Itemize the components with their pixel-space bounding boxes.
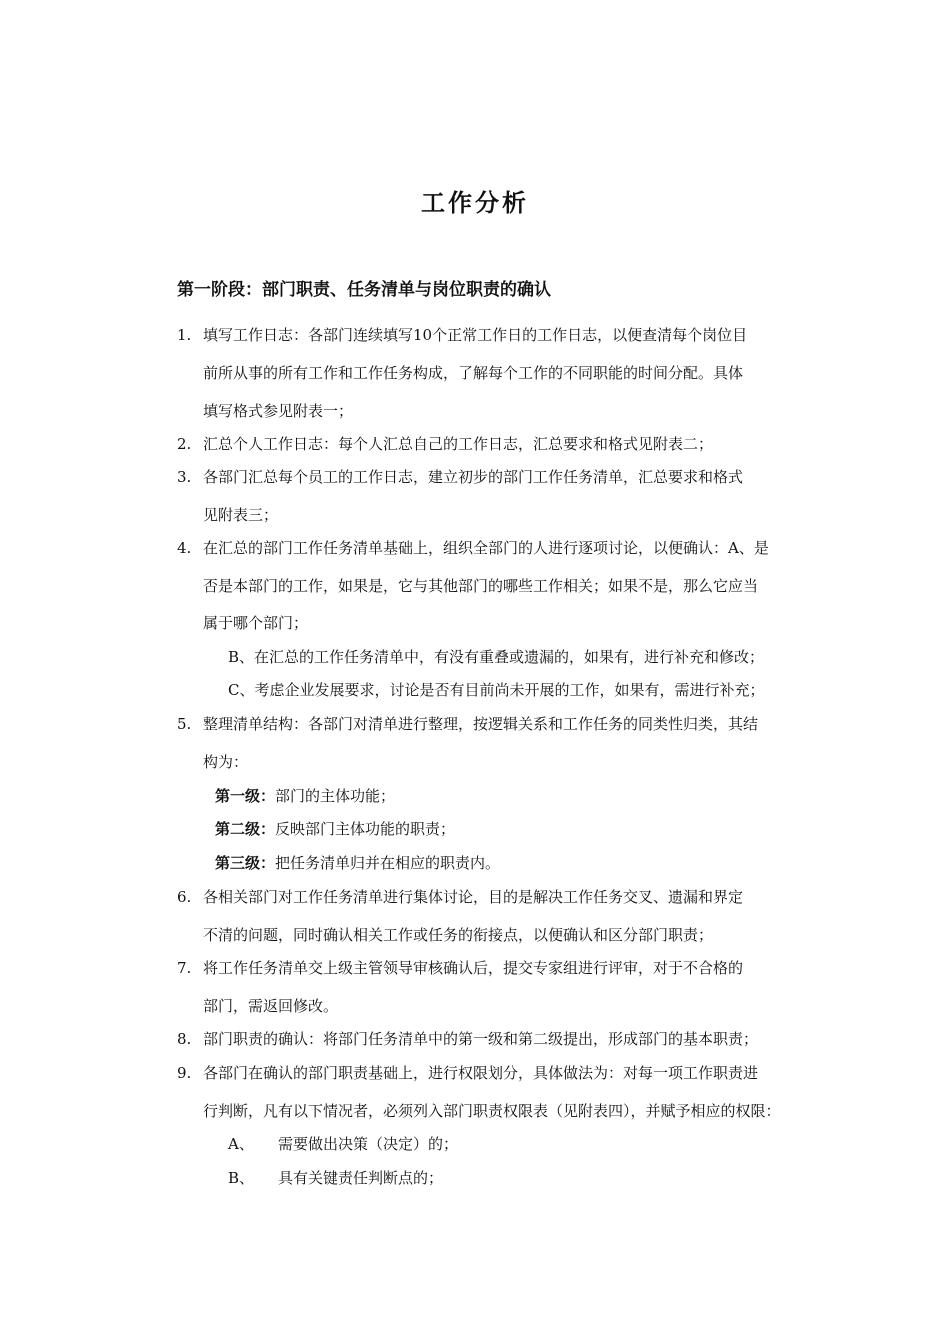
level-text: 反映部门主体功能的职责； [275,820,456,838]
item-text-line: 填写格式参见附表一； [203,402,354,420]
section-heading: 第一阶段：部门职责、任务清单与岗位职责的确认 [177,280,551,300]
item-text-line: 将工作任务清单交上级主管领导审核确认后，提交专家组进行评审，对于不合格的 [203,959,744,977]
item-text-line: 前所从事的所有工作和工作任务构成，了解每个工作的不同职能的时间分配。具体 [203,364,744,382]
level-line [215,853,500,873]
item-sub-line: C、考虑企业发展要求，讨论是否有目前尚未开展的工作，如果有，需进行补充； [228,681,765,699]
item-text-line: 在汇总的部门工作任务清单基础上，组织全部门的人进行逐项讨论，以便确认：A、是 [203,539,769,557]
item-number: 9. [177,1064,192,1082]
item-number: 8. [177,1030,192,1048]
option-label: A、 [228,1135,254,1153]
item-text-line: 部门，需返回修改。 [203,997,339,1015]
item-number: 4. [177,539,192,557]
item-text-line: 行判断，凡有以下情况者，必须列入部门职责权限表（见附表四），并赋予相应的权限： [203,1102,781,1120]
item-text-line: 否是本部门的工作，如果是，它与其他部门的哪些工作相关；如果不是，那么它应当 [203,577,759,595]
level-line [215,786,395,806]
document-title: 工作分析 [421,189,529,217]
level-label: 第二级： [215,820,276,838]
item-text-line: 部门职责的确认：将部门任务清单中的第一级和第二级提出，形成部门的基本职责； [203,1030,759,1048]
item-number: 5. [177,715,192,733]
item-text-line: 各部门汇总每个员工的工作日志，建立初步的部门工作任务清单，汇总要求和格式 [203,468,744,486]
option-text: 具有关键责任判断点的； [278,1169,444,1187]
option-label: B、 [228,1169,255,1187]
level-text: 部门的主体功能； [275,787,396,805]
level-label: 第三级： [215,854,276,872]
item-number: 1. [177,326,192,344]
item-text-line: 填写工作日志：各部门连续填写10个正常工作日的工作日志，以便查清每个岗位目 [203,326,748,344]
item-number: 6. [177,888,192,906]
item-text-line: 整理清单结构：各部门对清单进行整理，按逻辑关系和工作任务的同类性归类，其结 [203,715,759,733]
item-number: 7. [177,959,192,977]
item-sub-line: B、在汇总的工作任务清单中，有没有重叠或遗漏的，如果有，进行补充和修改； [228,648,765,666]
item-text-line: 构为： [203,753,249,771]
item-text-line: 属于哪个部门； [203,614,309,632]
item-text-line: 汇总个人工作日志：每个人汇总自己的工作日志，汇总要求和格式见附表二； [203,435,714,453]
item-number: 2. [177,435,192,453]
item-text-line: 见附表三； [203,506,279,524]
item-number: 3. [177,468,192,486]
item-text-line: 各部门在确认的部门职责基础上，进行权限划分，具体做法为：对每一项工作职责进 [203,1064,759,1082]
level-label: 第一级： [215,787,276,805]
option-text: 需要做出决策（决定）的； [278,1135,459,1153]
level-text: 把任务清单归并在相应的职责内。 [275,854,501,872]
item-text-line: 各相关部门对工作任务清单进行集体讨论，目的是解决工作任务交叉、遗漏和界定 [203,888,744,906]
item-text-line: 不清的问题，同时确认相关工作或任务的衔接点，以便确认和区分部门职责； [203,926,714,944]
level-line [215,819,455,839]
